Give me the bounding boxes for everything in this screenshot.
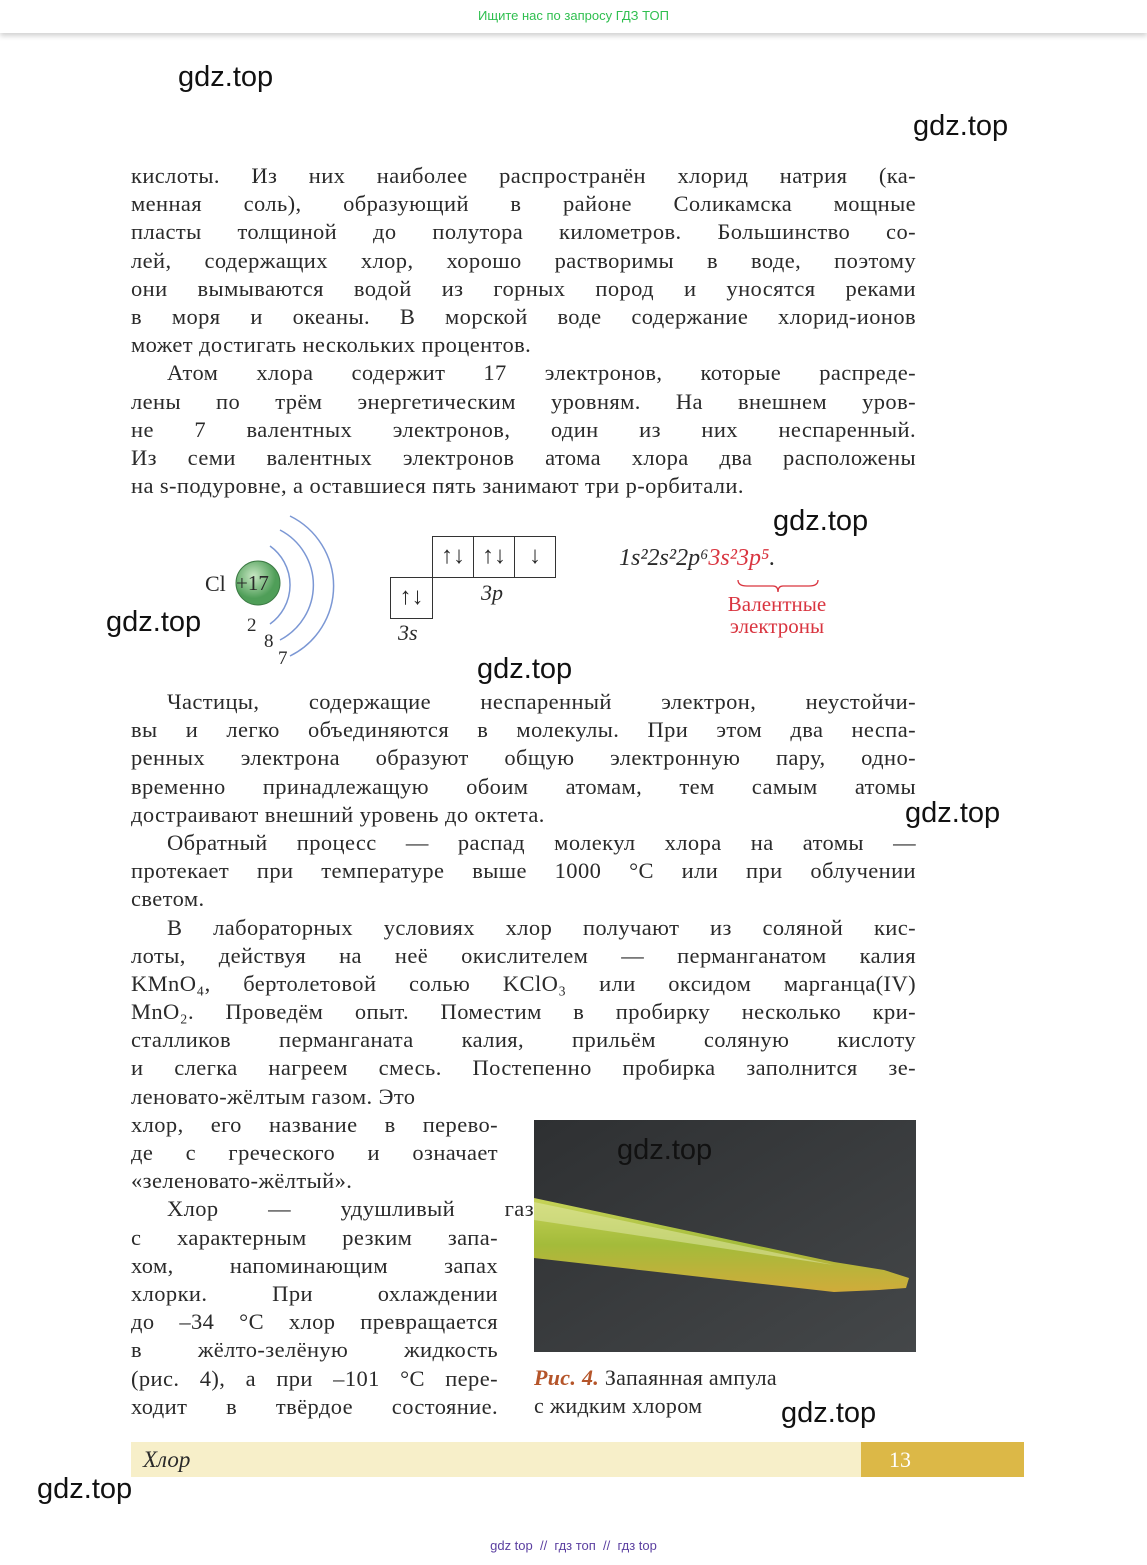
- orbital-3p-boxes: [432, 536, 556, 578]
- text-line: вы и легко объединяются в молекулы. При этом два неспа-: [131, 717, 916, 743]
- text-line: Из семи валентных электронов атома хлора два расположены: [131, 444, 916, 470]
- text-line: на s-подуровне, а оставшиеся пять занимают три p-орбитали.: [131, 473, 744, 499]
- shell-arc-2: [280, 530, 313, 640]
- text-line: ренных электрона образуют общую электронную пару, одно-: [131, 745, 916, 771]
- text-block-1: [131, 162, 916, 500]
- text-line: лей, содержащих хлор, хорошо растворимы в воде, поэтому: [131, 247, 916, 273]
- text-line: в моря и океаны. В морской воде содержание хлорид-ионов: [131, 303, 916, 329]
- text-line: протекает при температуре выше 1000 °С или при облучении: [131, 858, 916, 884]
- ampoule-photo: [534, 1120, 916, 1352]
- valence-label-line: Валентные: [727, 592, 827, 616]
- text-line: достраивают внешний уровень до октета.: [131, 801, 545, 827]
- watermark: gdz.top: [617, 1134, 713, 1166]
- text-line: может достигать нескольких процентов.: [131, 332, 532, 358]
- figure-label: Рис. 4.: [534, 1365, 600, 1390]
- top-banner: [0, 0, 1147, 33]
- orbital-3s-label: 3s: [398, 620, 418, 645]
- orbital-3p-box: ↓: [515, 536, 556, 578]
- text-line: де с греческого и означает: [131, 1140, 498, 1165]
- electron-configuration: [619, 545, 775, 572]
- caption-line: с жидким хлором: [534, 1393, 703, 1418]
- orbital-3p-box: ↑↓: [432, 536, 474, 578]
- text-line: Атом хлора содержит 17 электронов, которые распреде-: [167, 360, 916, 386]
- watermark: gdz.top: [106, 606, 202, 638]
- text-line: В лабораторных условиях хлор получают из соляной кис-: [167, 914, 916, 940]
- figure-caption: [534, 1364, 777, 1420]
- element-symbol: Cl: [205, 571, 226, 596]
- page-footer: [131, 1442, 1024, 1477]
- text-line: «зеленовато-жёлтый».: [131, 1168, 353, 1194]
- text-line: Частицы, содержащие неспаренный электрон, неустойчи-: [167, 689, 916, 714]
- text-line: временно принадлежащую обоим атомам, тем самым атомы: [131, 773, 916, 799]
- bottom-links[interactable]: gdz top // гдз топ // гдз top: [490, 1538, 657, 1553]
- caption-line: Запаянная ампула: [599, 1365, 777, 1390]
- text-line: не 7 валентных электронов, один из них неспаренный.: [131, 416, 916, 442]
- text-line: хлорки. При охлаждении: [131, 1280, 498, 1306]
- text-line: пласты толщиной до полутора километров. Большинство со-: [131, 219, 916, 245]
- text-line: KMnO₄, бертолетовой солью KClO₃ или оксидом марганца(IV): [131, 970, 916, 996]
- text-line: MnO₂. Проведём опыт. Поместим в пробирку несколько кри-: [131, 999, 916, 1025]
- watermark: gdz.top: [905, 797, 1001, 829]
- config-valence: 3s²3p⁵: [708, 545, 770, 571]
- text-line: менная соль), образующий в районе Соликамска мощные: [131, 191, 916, 217]
- text-line: лоты, действуя на неё окислителем — перманганатом калия: [131, 942, 916, 968]
- shell-count-3: 7: [278, 648, 288, 669]
- watermark: gdz.top: [178, 61, 274, 93]
- watermark: gdz.top: [781, 1397, 877, 1429]
- text-line: Хлор — удушливый газ: [167, 1196, 534, 1222]
- text-line: лены по трём энергетическим уровням. На внешнем уров-: [131, 388, 916, 414]
- watermark: gdz.top: [477, 653, 573, 685]
- text-line: хлор, его название в перево-: [131, 1111, 498, 1137]
- text-line: с характерным резким запа-: [131, 1224, 498, 1250]
- orbital-3p-box: ↑↓: [474, 536, 515, 578]
- text-line: (рис. 4), а при –101 °С пере-: [131, 1365, 498, 1391]
- text-line: светом.: [131, 886, 205, 912]
- text-line: Обратный процесс — распад молекул хлора на атомы —: [167, 829, 916, 855]
- text-line: сталликов перманганата калия, прильём соляную кислоту: [131, 1027, 916, 1053]
- watermark: gdz.top: [913, 110, 1009, 142]
- shell-count-2: 8: [264, 631, 274, 652]
- text-line: до –34 °С хлор превращается: [131, 1309, 498, 1335]
- watermark: gdz.top: [37, 1473, 133, 1505]
- text-line: ходит в твёрдое состояние.: [131, 1393, 498, 1419]
- text-line: в жёлто-зелёную жидкость: [131, 1337, 498, 1363]
- chapter-title: Хлор: [143, 1447, 191, 1472]
- valence-label: [715, 593, 839, 637]
- text-line: и слегка нагреем смесь. Постепенно пробирка заполнится зе-: [131, 1055, 916, 1081]
- text-line: леновато-жёлтым газом. Это: [131, 1083, 416, 1109]
- config-core: 1s²2s²2p⁶: [619, 545, 709, 571]
- config-end: .: [769, 545, 776, 571]
- shell-count-1: 2: [247, 615, 257, 636]
- text-line: кислоты. Из них наиболее распространён хлорид натрия (ка-: [131, 163, 916, 188]
- text-line: хом, напоминающим запах: [131, 1252, 498, 1278]
- watermark: gdz.top: [773, 505, 869, 537]
- shell-arc-3: [290, 516, 334, 656]
- banner-text[interactable]: Ищите нас по запросу ГДЗ ТОП: [478, 8, 669, 23]
- page-number: 13: [861, 1442, 1024, 1477]
- orbital-3s-box: ↑↓: [390, 577, 433, 619]
- nucleus-charge: +17: [236, 571, 269, 595]
- text-line: они вымываются водой из горных пород и уносятся реками: [131, 275, 916, 301]
- valence-label-line: электроны: [729, 614, 825, 638]
- orbital-3p-label: 3p: [481, 580, 503, 605]
